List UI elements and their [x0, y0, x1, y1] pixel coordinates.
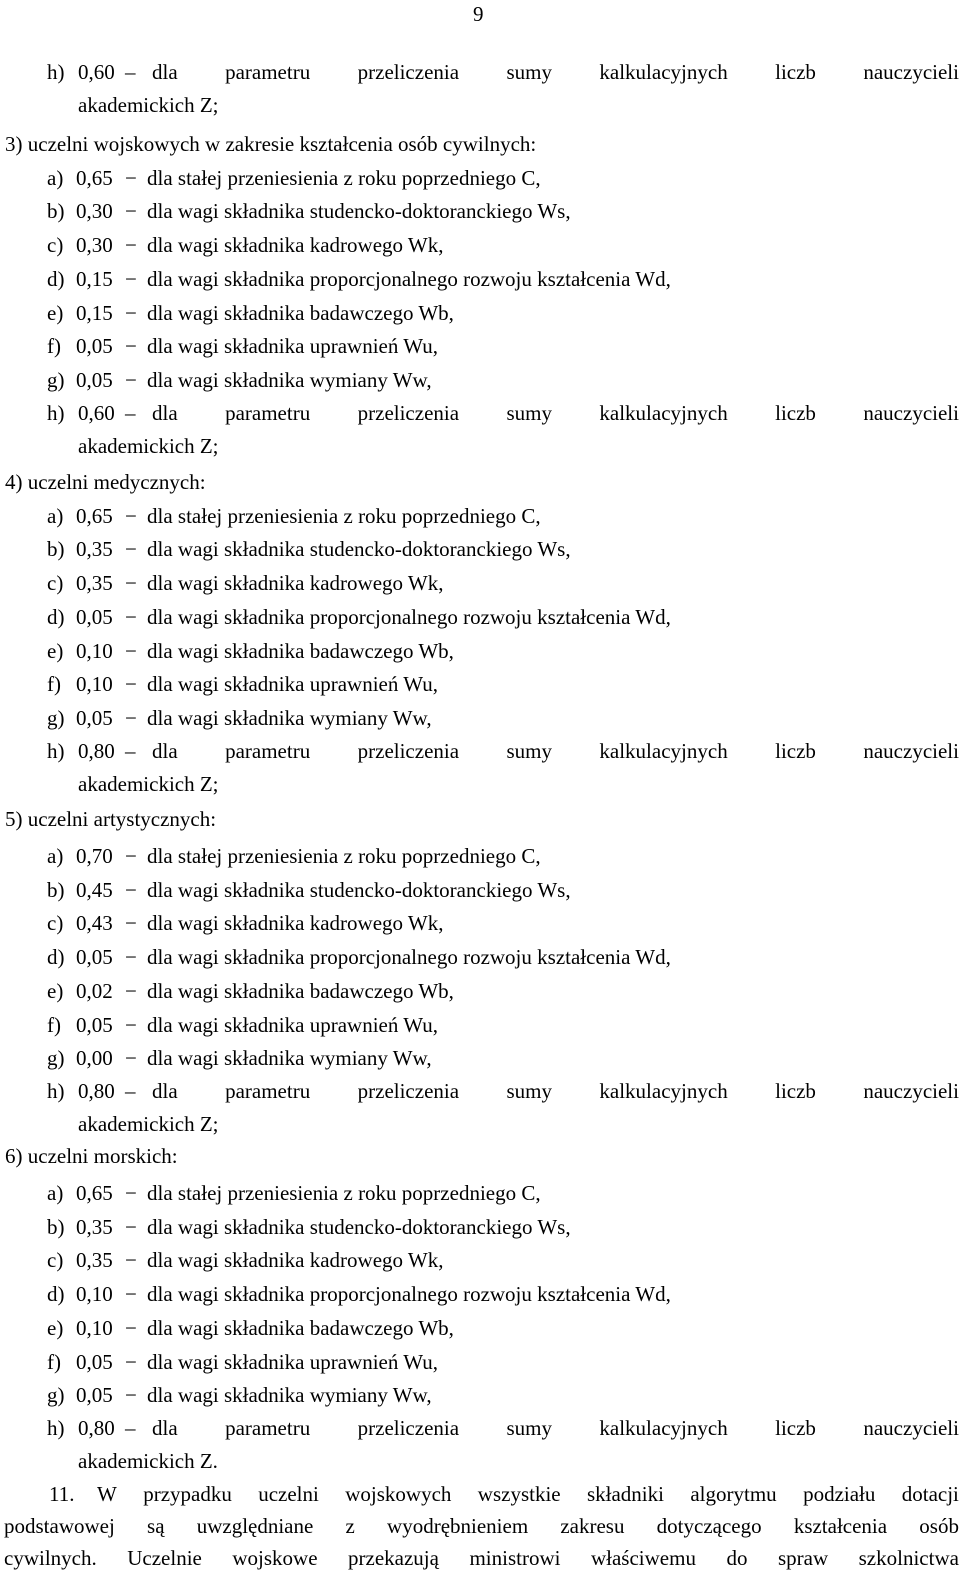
list-item: [0, 667, 960, 701]
item-text: dla stałej przeniesienia z roku poprzedniego C,: [147, 503, 541, 528]
item-value: 0,80: [78, 1078, 115, 1103]
item-dash: −: [125, 844, 137, 868]
paragraph-text: [97, 1477, 959, 1511]
word: sumy: [506, 738, 552, 763]
word: z: [345, 1514, 355, 1538]
item-text: dla wagi składnika kadrowego Wk,: [147, 571, 444, 596]
continuation-text: akademickich Z.: [78, 1448, 218, 1473]
item-value: 0,10: [76, 1282, 113, 1307]
list-item: [0, 1378, 960, 1412]
list-item: [0, 329, 960, 363]
item-label: f): [47, 1349, 61, 1374]
item-text: dla wagi składnika wymiany Ww,: [147, 1383, 432, 1408]
item-dash: –: [125, 738, 136, 763]
word: kalkulacyjnych: [599, 60, 728, 84]
item-dash: −: [125, 334, 137, 359]
word: uczelni: [258, 1482, 319, 1506]
item-text: dla stałej przeniesienia z roku poprzedniego C,: [147, 1181, 541, 1205]
item-dash: −: [125, 911, 137, 936]
list-item: [0, 499, 960, 533]
word: parametru: [225, 1415, 311, 1440]
word: nauczycieli: [863, 738, 959, 763]
item-label: d): [47, 266, 65, 291]
word: kalkulacyjnych: [599, 400, 728, 425]
item-label: c): [47, 911, 64, 936]
section-heading-text: 6) uczelni morskich:: [5, 1144, 178, 1168]
list-item: [0, 974, 960, 1008]
word: kalkulacyjnych: [599, 1078, 728, 1103]
item-text: dla wagi składnika wymiany Ww,: [147, 367, 432, 392]
item-text: dla stałej przeniesienia z roku poprzedniego C,: [147, 844, 541, 868]
word: Uczelnie: [127, 1546, 202, 1570]
item-text: dla wagi składnika studencko-doktoranckiego Ws,: [147, 199, 571, 224]
section-heading-text: 5) uczelni artystycznych:: [5, 807, 217, 831]
item-text: dla wagi składnika proporcjonalnego rozwoju kształcenia Wd,: [147, 604, 671, 629]
word: uwzględniane: [196, 1514, 314, 1538]
continuation-text: akademickich Z;: [78, 433, 219, 458]
item-value: 0,05: [76, 1383, 113, 1408]
list-item: [0, 940, 960, 974]
item-value: 0,80: [78, 738, 115, 763]
list-item: [0, 363, 960, 397]
item-dash: −: [125, 604, 137, 629]
list-item: [0, 1210, 960, 1244]
word: parametru: [225, 738, 311, 763]
section-item-h: [0, 1411, 960, 1445]
item-label: h): [47, 400, 65, 425]
item-dash: −: [125, 1315, 137, 1340]
word: przeliczenia: [357, 400, 460, 425]
item-label: c): [47, 1248, 64, 1273]
item-text: dla wagi składnika proporcjonalnego rozwoju kształcenia Wd,: [147, 1282, 671, 1307]
item-label: b): [47, 877, 65, 902]
item-dash: −: [125, 1383, 137, 1408]
paragraph-11-line-2: [0, 1509, 960, 1543]
item-dash: −: [125, 165, 137, 190]
word: szkolnictwa: [858, 1546, 959, 1570]
section-heading-text: 3) uczelni wojskowych w zakresie kształcenia osób cywilnych:: [5, 132, 537, 156]
section-heading: [0, 127, 960, 161]
item-value: 0,45: [76, 877, 113, 902]
item-label: h): [47, 738, 65, 763]
item-value: 0,10: [76, 672, 113, 697]
word: wszystkie: [477, 1482, 561, 1506]
item-value: 0,30: [76, 233, 113, 258]
word: sumy: [506, 400, 552, 425]
paragraph-text: [4, 1509, 959, 1543]
word: nauczycieli: [863, 400, 959, 425]
list-item: [0, 906, 960, 940]
section-heading: [0, 1139, 960, 1173]
word: podstawowej: [4, 1514, 115, 1538]
word: dla: [152, 1415, 178, 1440]
word: cywilnych.: [4, 1546, 97, 1570]
list-item: [0, 1243, 960, 1277]
item-text: [152, 1411, 959, 1445]
item-dash: −: [125, 199, 137, 224]
list-item: [0, 1008, 960, 1042]
word: liczb: [775, 1415, 816, 1440]
word: zakresu: [560, 1514, 625, 1538]
word: przeliczenia: [357, 1078, 460, 1103]
item-value: 0,05: [76, 705, 113, 730]
item-label: h): [47, 1078, 65, 1103]
word: nauczycieli: [863, 60, 959, 84]
item-value: 0,15: [76, 266, 113, 291]
item-dash: −: [125, 945, 137, 970]
item-dash: −: [125, 1282, 137, 1307]
list-item: [0, 194, 960, 228]
top-item-h-continuation: [0, 88, 960, 122]
word: liczb: [775, 400, 816, 425]
word: dla: [152, 400, 178, 425]
section-item-h: [0, 734, 960, 768]
list-item: [0, 262, 960, 296]
item-value: 0,60: [78, 60, 115, 84]
word: przypadku: [143, 1482, 232, 1506]
word: W: [97, 1482, 117, 1506]
list-item: [0, 1176, 960, 1210]
item-text: dla wagi składnika wymiany Ww,: [147, 1046, 432, 1071]
item-dash: −: [125, 233, 137, 258]
item-dash: −: [125, 877, 137, 902]
paragraph-11-line-1: [0, 1477, 960, 1511]
item-value: 0,35: [76, 1248, 113, 1273]
list-item: [0, 839, 960, 873]
section-item-h-continuation: [0, 429, 960, 463]
list-item: [0, 228, 960, 262]
top-item-h: [0, 55, 960, 89]
word: ministrowi: [469, 1546, 561, 1570]
item-text: dla wagi składnika kadrowego Wk,: [147, 1248, 444, 1273]
item-text: dla wagi składnika studencko-doktoranckiego Ws,: [147, 537, 571, 562]
item-dash: −: [125, 1214, 137, 1239]
item-text: dla wagi składnika proporcjonalnego rozwoju kształcenia Wd,: [147, 945, 671, 970]
word: sumy: [506, 60, 552, 84]
item-dash: −: [125, 705, 137, 730]
item-dash: –: [125, 1415, 136, 1440]
continuation-text: akademickich Z;: [78, 771, 219, 796]
item-value: 0,05: [76, 945, 113, 970]
word: przekazują: [348, 1546, 439, 1570]
list-item: [0, 634, 960, 668]
item-label: b): [47, 537, 65, 562]
item-dash: −: [125, 367, 137, 392]
word: parametru: [225, 60, 311, 84]
list-item: [0, 161, 960, 195]
item-dash: −: [125, 1181, 137, 1205]
item-value: 0,05: [76, 1349, 113, 1374]
item-value: 0,35: [76, 1214, 113, 1239]
item-dash: −: [125, 1349, 137, 1374]
item-dash: −: [125, 1012, 137, 1037]
item-label: c): [47, 571, 64, 596]
item-value: 0,60: [78, 400, 115, 425]
word: nauczycieli: [863, 1415, 959, 1440]
item-text: [152, 734, 959, 768]
item-dash: −: [125, 503, 137, 528]
paragraph-11-line-3: [0, 1541, 960, 1575]
word: składniki: [586, 1482, 664, 1506]
section-item-h: [0, 1074, 960, 1108]
word: są: [147, 1514, 165, 1538]
item-label: a): [47, 844, 64, 868]
item-dash: –: [125, 1078, 136, 1103]
item-value: 0,65: [76, 165, 113, 190]
item-label: a): [47, 165, 64, 190]
item-text: dla wagi składnika wymiany Ww,: [147, 705, 432, 730]
item-text: dla wagi składnika badawczego Wb,: [147, 1315, 454, 1340]
word: parametru: [225, 400, 311, 425]
item-label: a): [47, 503, 64, 528]
word: przeliczenia: [357, 738, 460, 763]
item-value: 0,00: [76, 1046, 113, 1071]
item-dash: −: [125, 638, 137, 663]
word: przeliczenia: [357, 1415, 460, 1440]
paragraph-text: [4, 1541, 959, 1575]
item-dash: −: [125, 1046, 137, 1071]
list-item: [0, 873, 960, 907]
item-text: dla wagi składnika studencko-doktoranckiego Ws,: [147, 877, 571, 902]
word: wyodrębnieniem: [387, 1514, 529, 1538]
item-text: dla wagi składnika kadrowego Wk,: [147, 233, 444, 258]
item-value: 0,15: [76, 300, 113, 325]
item-label: g): [47, 1046, 65, 1071]
page-number: 9: [473, 2, 484, 26]
item-dash: −: [125, 1248, 137, 1273]
section-item-h-continuation: [0, 1107, 960, 1141]
item-value: 0,05: [76, 334, 113, 359]
item-value: 0,10: [76, 638, 113, 663]
item-label: e): [47, 300, 64, 325]
word: liczb: [775, 738, 816, 763]
item-text: dla wagi składnika uprawnień Wu,: [147, 672, 438, 697]
item-text: dla wagi składnika kadrowego Wk,: [147, 911, 444, 936]
item-label: d): [47, 945, 65, 970]
item-value: 0,65: [76, 503, 113, 528]
item-value: 0,05: [76, 367, 113, 392]
item-label: d): [47, 604, 65, 629]
item-text: dla wagi składnika proporcjonalnego rozwoju kształcenia Wd,: [147, 266, 671, 291]
item-dash: −: [125, 978, 137, 1003]
list-item: [0, 296, 960, 330]
item-dash: −: [125, 537, 137, 562]
continuation-text: akademickich Z;: [78, 1111, 219, 1136]
item-text: dla stałej przeniesienia z roku poprzedniego C,: [147, 165, 541, 190]
word: podziału: [803, 1482, 876, 1506]
item-text: dla wagi składnika badawczego Wb,: [147, 300, 454, 325]
item-value: 0,05: [76, 604, 113, 629]
item-label: e): [47, 1315, 64, 1340]
item-dash: −: [125, 571, 137, 596]
item-label: h): [47, 1415, 65, 1440]
item-label: c): [47, 233, 64, 258]
word: spraw: [777, 1546, 829, 1570]
word: parametru: [225, 1078, 311, 1103]
item-dash: −: [125, 300, 137, 325]
word: przeliczenia: [357, 60, 460, 84]
word: dotyczącego: [656, 1514, 762, 1538]
item-value: 0,80: [78, 1415, 115, 1440]
list-item: [0, 532, 960, 566]
word: wojskowych: [345, 1482, 452, 1506]
item-label: f): [47, 1012, 61, 1037]
item-label: b): [47, 1214, 65, 1239]
word: dla: [152, 60, 178, 84]
item-value: 0,65: [76, 1181, 113, 1205]
paragraph-number: 11.: [49, 1482, 75, 1506]
word: dotacji: [901, 1482, 959, 1506]
word: kalkulacyjnych: [599, 738, 728, 763]
list-item: [0, 600, 960, 634]
list-item: [0, 1311, 960, 1345]
item-value: 0,10: [76, 1315, 113, 1340]
section-heading: [0, 465, 960, 499]
word: dla: [152, 1078, 178, 1103]
item-text: dla wagi składnika badawczego Wb,: [147, 638, 454, 663]
section-item-h-continuation: [0, 1444, 960, 1478]
list-item: [0, 1041, 960, 1075]
section-heading: [0, 802, 960, 836]
item-dash: −: [125, 266, 137, 291]
item-label: h): [47, 60, 65, 84]
item-label: a): [47, 1181, 64, 1205]
item-label: f): [47, 672, 61, 697]
item-text: dla wagi składnika badawczego Wb,: [147, 978, 454, 1003]
item-value: 0,02: [76, 978, 113, 1003]
item-dash: –: [125, 400, 136, 425]
word: osób: [919, 1514, 959, 1538]
item-text: dla wagi składnika studencko-doktoranckiego Ws,: [147, 1214, 571, 1239]
word: sumy: [506, 1415, 552, 1440]
item-text: [152, 396, 959, 430]
continuation-text: akademickich Z;: [78, 93, 219, 117]
list-item: [0, 1277, 960, 1311]
list-item: [0, 566, 960, 600]
word: algorytmu: [690, 1482, 777, 1506]
word: do: [726, 1546, 748, 1570]
list-item: [0, 1345, 960, 1379]
item-value: 0,43: [76, 911, 113, 936]
item-dash: –: [125, 60, 136, 84]
word: nauczycieli: [863, 1078, 959, 1103]
item-label: b): [47, 199, 65, 224]
word: wojskowe: [232, 1546, 318, 1570]
list-item: [0, 701, 960, 735]
word: liczb: [775, 60, 816, 84]
item-value: 0,05: [76, 1012, 113, 1037]
word: kształcenia: [793, 1514, 888, 1538]
item-label: e): [47, 978, 64, 1003]
item-label: f): [47, 334, 61, 359]
word: dla: [152, 738, 178, 763]
item-value: 0,35: [76, 537, 113, 562]
item-text: dla wagi składnika uprawnień Wu,: [147, 1012, 438, 1037]
item-value: 0,35: [76, 571, 113, 596]
section-heading-text: 4) uczelni medycznych:: [5, 470, 206, 494]
item-label: e): [47, 638, 64, 663]
item-value: 0,70: [76, 844, 113, 868]
item-text: dla wagi składnika uprawnień Wu,: [147, 334, 438, 359]
item-label: g): [47, 705, 65, 730]
item-text: [152, 1074, 959, 1108]
item-value: 0,30: [76, 199, 113, 224]
section-item-h-continuation: [0, 767, 960, 801]
word: właściwemu: [590, 1546, 696, 1570]
item-label: d): [47, 1282, 65, 1307]
item-text: dla wagi składnika uprawnień Wu,: [147, 1349, 438, 1374]
item-label: g): [47, 367, 65, 392]
word: sumy: [506, 1078, 552, 1103]
item-label: g): [47, 1383, 65, 1408]
word: kalkulacyjnych: [599, 1415, 728, 1440]
section-item-h: [0, 396, 960, 430]
word: liczb: [775, 1078, 816, 1103]
item-text: [152, 55, 959, 89]
item-dash: −: [125, 672, 137, 697]
